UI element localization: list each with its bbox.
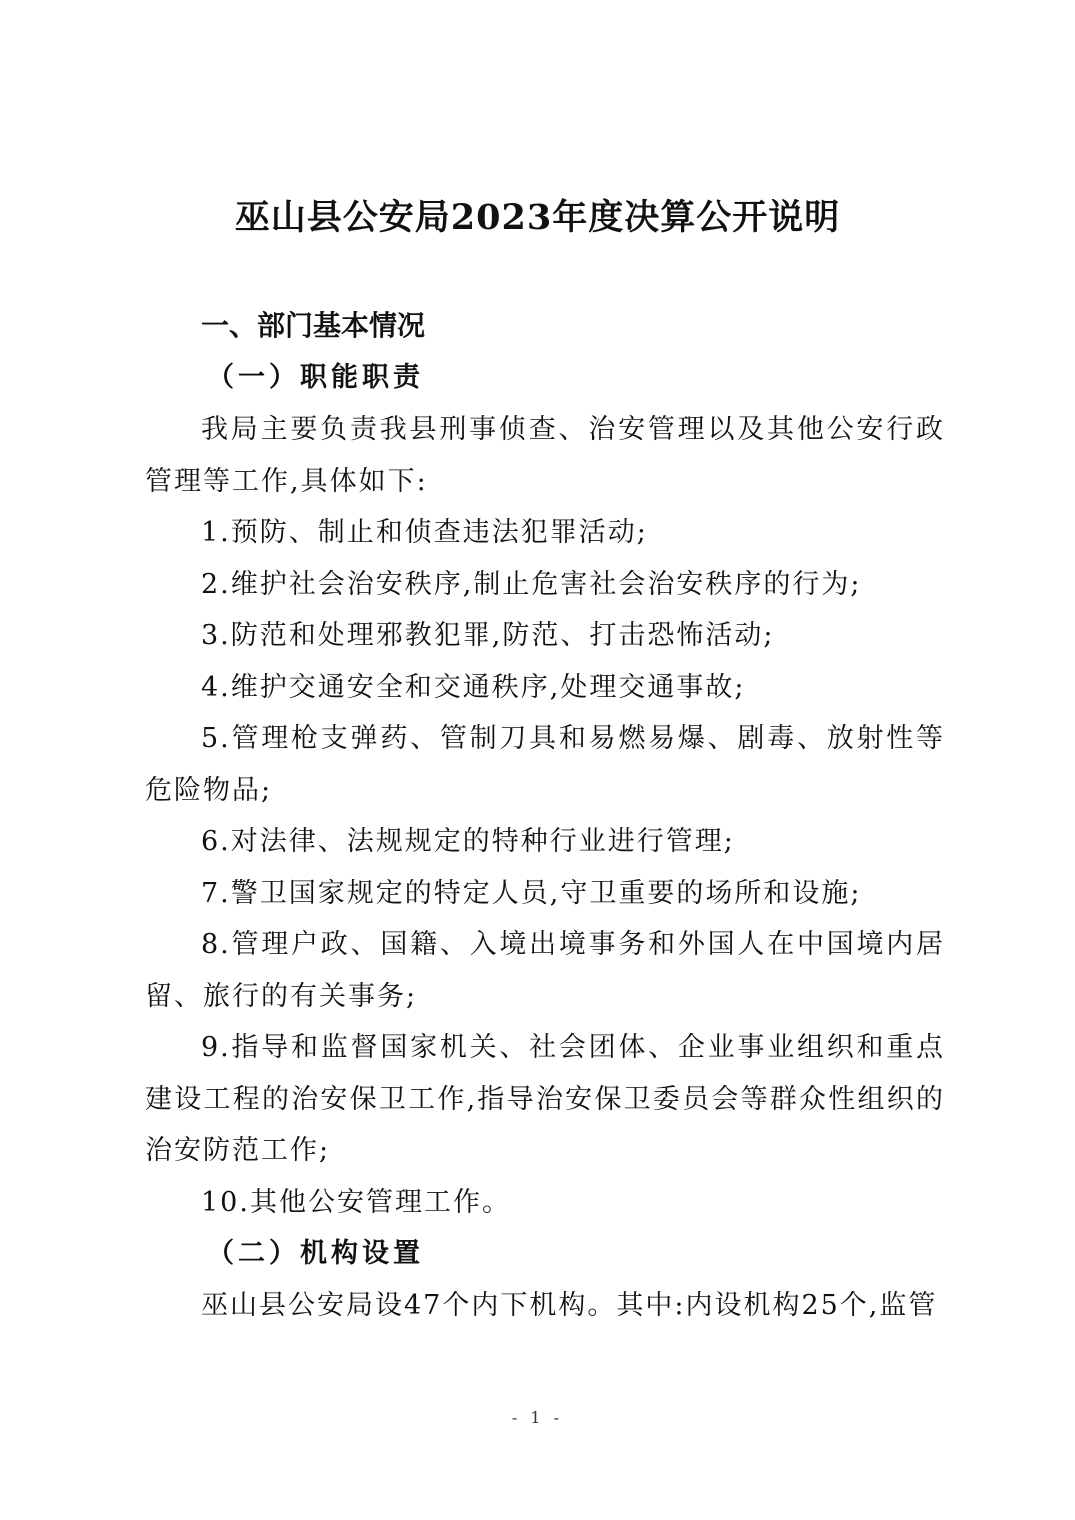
page-number: - 1 - xyxy=(511,1408,564,1427)
subsection-heading-organization: （二）机构设置 xyxy=(207,1238,424,1269)
section-heading: 一、部门基本情况 xyxy=(201,309,426,342)
duty-item: 6.对法律、法规规定的特种行业进行管理; xyxy=(201,826,735,857)
duty-item: 7.警卫国家规定的特定人员,守卫重要的场所和设施; xyxy=(201,877,862,909)
document-body xyxy=(145,300,945,1332)
duty-item: 8.管理户政、国籍、入境出境事务和外国人在中国境内居留、旅行的有关事务; xyxy=(145,929,945,1012)
organization-paragraph: 巫山县公安局设47个内下机构。其中:内设机构25个,监管 xyxy=(201,1290,938,1321)
duties-intro-paragraph: 我局主要负责我县刑事侦查、治安管理以及其他公安行政管理等工作,具体如下: xyxy=(145,414,945,497)
duty-item: 5.管理枪支弹药、管制刀具和易燃易爆、剧毒、放射性等危险物品; xyxy=(145,723,945,806)
page-title: 巫山县公安局2023年度决算公开说明 xyxy=(234,197,841,238)
duty-item: 4.维护交通安全和交通秩序,处理交通事故; xyxy=(201,671,746,703)
subsection-heading-duties: （一）职能职责 xyxy=(207,362,424,393)
duty-item: 10.其他公安管理工作。 xyxy=(201,1186,511,1218)
duty-item: 2.维护社会治安秩序,制止危害社会治安秩序的行为; xyxy=(201,568,862,600)
duty-item: 9.指导和监督国家机关、社会团体、企业事业组织和重点建设工程的治安保卫工作,指导治安保卫委员会等群众性组织的治安防范工作; xyxy=(145,1032,945,1166)
duty-item: 3.防范和处理邪教犯罪,防范、打击恐怖活动; xyxy=(201,620,775,651)
duty-item: 1.预防、制止和侦查违法犯罪活动; xyxy=(201,517,648,548)
